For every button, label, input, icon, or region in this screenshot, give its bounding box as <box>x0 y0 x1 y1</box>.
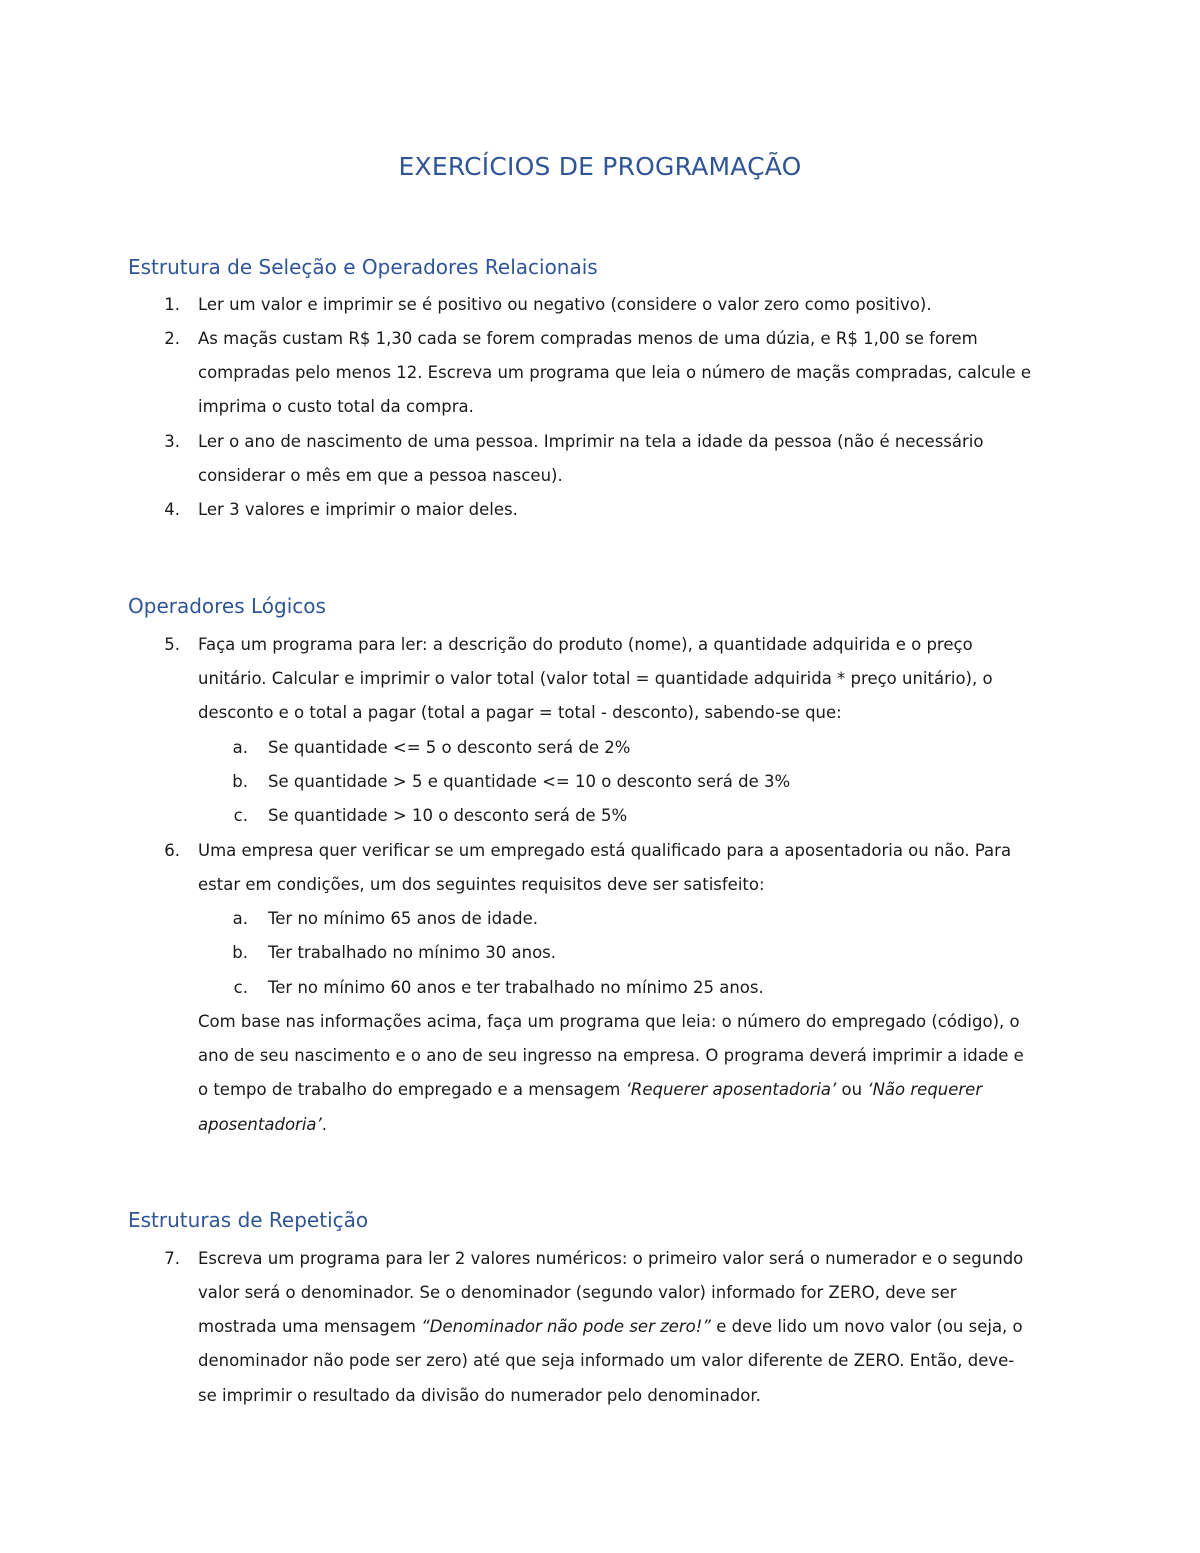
item-3-line-1: Ler o ano de nascimento de uma pessoa. Imprimir na tela a idade da pessoa (não é necessário <box>198 432 984 451</box>
item-2-line-1: As maçãs custam R$ 1,30 cada se forem compradas menos de uma dúzia, e R$ 1,00 se forem <box>198 329 978 348</box>
item-6-subitem-b: Ter trabalhado no mínimo 30 anos. <box>268 943 557 962</box>
item-number: 1. <box>164 295 180 314</box>
item-7-line-3 <box>198 1316 1023 1338</box>
item-5-line-1: Faça um programa para ler: a descrição do produto (nome), a quantidade adquirida e o preço <box>198 635 973 654</box>
item-5-subitem-a: Se quantidade <= 5 o desconto será de 2% <box>268 738 631 757</box>
item-7-line-2: valor será o denominador. Se o denominador (segundo valor) informado for ZERO, deve ser <box>198 1283 957 1302</box>
item-5-line-2: unitário. Calcular e imprimir o valor total (valor total = quantidade adquirida * preço unitário), o <box>198 669 993 688</box>
item-6-after-line-1: Com base nas informações acima, faça um programa que leia: o número do empregado (código), o <box>198 1012 1020 1031</box>
section-heading-repetition: Estruturas de Repetição <box>128 1208 369 1232</box>
item-7-line-5: se imprimir o resultado da divisão do numerador pelo denominador. <box>198 1386 761 1405</box>
page-title: EXERCÍCIOS DE PROGRAMAÇÃO <box>398 152 802 181</box>
quote-nao-requerer-part-1: ‘Não requerer <box>867 1080 983 1099</box>
subitem-letter: b. <box>232 943 248 962</box>
item-4-line-1: Ler 3 valores e imprimir o maior deles. <box>198 500 518 519</box>
item-2-line-3: imprima o custo total da compra. <box>198 397 474 416</box>
item-5-line-3: desconto e o total a pagar (total a pagar = total - desconto), sabendo-se que: <box>198 703 842 722</box>
item-6-subitem-a: Ter no mínimo 65 anos de idade. <box>268 909 539 928</box>
item-7-line-3-suffix: e deve lido um novo valor (ou seja, o <box>710 1317 1023 1336</box>
item-number: 3. <box>164 432 180 451</box>
subitem-letter: a. <box>232 909 248 928</box>
item-6-line-2: estar em condições, um dos seguintes requisitos deve ser satisfeito: <box>198 875 765 894</box>
subitem-letter: b. <box>232 772 248 791</box>
subitem-letter: c. <box>233 978 248 997</box>
item-6-subitem-c: Ter no mínimo 60 anos e ter trabalhado no mínimo 25 anos. <box>268 978 764 997</box>
item-6-after-line-3 <box>198 1079 982 1101</box>
item-6-line-1: Uma empresa quer verificar se um empregado está qualificado para a aposentadoria ou não. Para <box>198 841 1012 860</box>
section-heading-logical: Operadores Lógicos <box>128 594 326 618</box>
quote-nao-requerer-part-2: aposentadoria’ <box>198 1115 322 1134</box>
item-6-after-line-4-suffix: . <box>321 1115 328 1134</box>
item-1-line-1: Ler um valor e imprimir se é positivo ou negativo (considere o valor zero como positivo). <box>198 295 932 314</box>
subitem-letter: c. <box>233 806 248 825</box>
item-5-subitem-c: Se quantidade > 10 o desconto será de 5% <box>268 806 628 825</box>
item-7-line-4: denominador não pode ser zero) até que seja informado um valor diferente de ZERO. Então, deve- <box>198 1351 1015 1370</box>
subitem-letter: a. <box>232 738 248 757</box>
item-3-line-2: considerar o mês em que a pessoa nasceu). <box>198 466 563 485</box>
item-2-line-2: compradas pelo menos 12. Escreva um programa que leia o número de maçãs compradas, calcule e <box>198 363 1032 382</box>
section-heading-selection: Estrutura de Seleção e Operadores Relacionais <box>128 255 598 279</box>
item-number: 2. <box>164 329 180 348</box>
item-7-line-1: Escreva um programa para ler 2 valores numéricos: o primeiro valor será o numerador e o segundo <box>198 1249 1024 1268</box>
quote-denominador: “Denominador não pode ser zero!” <box>421 1317 711 1336</box>
item-7-line-3-prefix: mostrada uma mensagem <box>198 1317 422 1336</box>
item-6-after-line-3-prefix: o tempo de trabalho do empregado e a mensagem <box>198 1080 626 1099</box>
item-6-after-line-4 <box>198 1114 327 1136</box>
item-number: 7. <box>164 1249 180 1268</box>
item-6-after-line-3-mid: ou <box>836 1080 868 1099</box>
item-number: 4. <box>164 500 180 519</box>
item-number: 5. <box>164 635 180 654</box>
item-number: 6. <box>164 841 180 860</box>
item-5-subitem-b: Se quantidade > 5 e quantidade <= 10 o desconto será de 3% <box>268 772 791 791</box>
quote-requerer-aposentadoria: ‘Requerer aposentadoria’ <box>625 1080 837 1099</box>
item-6-after-line-2: ano de seu nascimento e o ano de seu ingresso na empresa. O programa deverá imprimir a idade e <box>198 1046 1024 1065</box>
